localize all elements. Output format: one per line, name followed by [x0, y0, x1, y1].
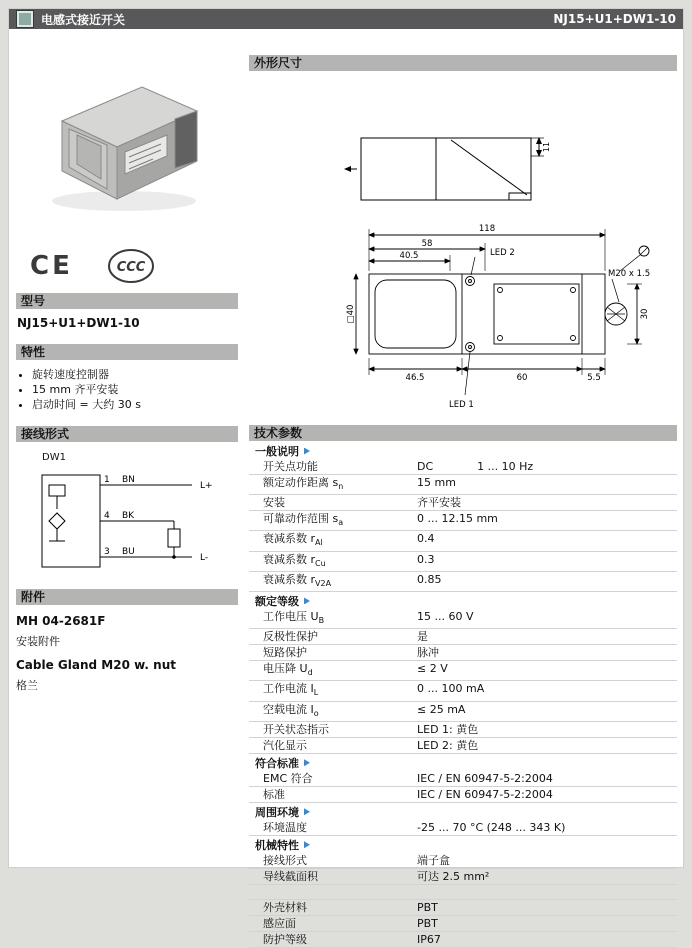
- dim-118-label: 118: [478, 224, 496, 234]
- tech-row: [249, 916, 677, 932]
- dimensions-section-title: 外形尺寸: [249, 55, 677, 71]
- tech-row-label: 电压降 $U_d$: [263, 662, 313, 678]
- tech-row-label-subscript: V2A: [315, 578, 332, 588]
- tech-section-title: 技术参数: [249, 425, 677, 441]
- tech-row: [249, 645, 677, 661]
- tech-group-header: [249, 803, 677, 820]
- accessory-description: 格兰: [16, 679, 38, 692]
- group-link-icon: [304, 759, 310, 766]
- header-category: [16, 10, 125, 28]
- features-list: [16, 367, 238, 412]
- tech-row-value: 齐平安装: [417, 496, 461, 510]
- tech-row: [249, 820, 677, 836]
- tech-row-label: 汽化显示: [263, 738, 307, 752]
- feature-item: • 15 mm 齐平安装: [32, 382, 238, 397]
- tech-row: [249, 702, 677, 722]
- tech-row-label: 工作电流 $I_L$: [263, 682, 319, 698]
- features-section-title: 特性: [16, 344, 238, 360]
- tech-row: [249, 661, 677, 681]
- tech-row: [249, 681, 677, 701]
- tech-row-label: 可靠动作范围 $s_a$: [263, 512, 344, 528]
- tech-row: [249, 853, 677, 869]
- tech-row-value: 0 ... 100 mA: [417, 682, 485, 696]
- connection-section-title: 接线形式: [16, 426, 238, 442]
- group-link-icon: [304, 808, 310, 815]
- tech-row: [249, 722, 677, 738]
- tech-row: [249, 459, 677, 475]
- tech-row-label: 外壳材料: [263, 900, 307, 914]
- header-bar: [9, 9, 683, 29]
- tech-group-title: 额定等级: [255, 594, 299, 608]
- tech-row-label: 工作电压 $U_B$: [263, 609, 325, 626]
- tech-group-header: [249, 754, 677, 771]
- tech-row-value: DC 1 ... 10 Hz: [417, 460, 534, 473]
- accessories-list: [16, 614, 238, 693]
- tech-row: [249, 552, 677, 572]
- wiring-diagram-image: [34, 465, 234, 577]
- tech-row-label: 环境温度: [263, 820, 307, 834]
- tech-group-header: [249, 836, 677, 853]
- dim-11-label: 11: [542, 141, 551, 153]
- dim-60-label: 60: [516, 373, 528, 383]
- dim-405-label: 40.5: [399, 251, 419, 261]
- accessory-name: Cable Gland M20 w. nut: [16, 658, 176, 672]
- wiring-pin1-code: BN: [122, 475, 135, 485]
- dim-square40-label: □40: [346, 304, 356, 324]
- tech-row-label: 衰减系数 $r_{Cu}$: [263, 552, 326, 568]
- wiring-pin3-net: L-: [200, 553, 209, 563]
- tech-row-value: IEC / EN 60947-5-2:2004: [417, 787, 553, 801]
- dim-465-label: 46.5: [405, 373, 425, 383]
- wiring-pin3-code: BU: [122, 547, 135, 557]
- tech-row-label: 反极性保护: [263, 630, 318, 644]
- tech-row-label: 导线截面积: [263, 869, 318, 883]
- tech-row-value: 0.85: [417, 572, 442, 586]
- tech-row-label-subscript: Cu: [315, 558, 326, 568]
- tech-row-value: LED 1: 黄色: [417, 722, 479, 736]
- tech-row-label-subscript: o: [313, 708, 319, 718]
- tech-row-value2: 1 ... 10 Hz: [477, 460, 534, 473]
- tech-row-value: ≤ 25 mA: [417, 702, 466, 716]
- tech-row-label: 短路保护: [263, 646, 307, 660]
- tech-row: [249, 787, 677, 803]
- ccc-text: CCC: [116, 260, 146, 275]
- tech-row-value: IEC / EN 60947-5-2:2004: [417, 771, 553, 785]
- tech-group-header: [249, 592, 677, 609]
- tech-row-value: 0.4: [417, 532, 435, 546]
- tech-row-value: 15 mm: [417, 476, 456, 489]
- tech-row-label: 安装: [263, 496, 285, 510]
- model-section-title: 型号: [16, 293, 238, 309]
- tech-row-label: 空载电流 $I_o$: [263, 702, 319, 718]
- tech-row-value: 15 ... 60 V: [417, 609, 474, 623]
- ce-mark: CE: [30, 251, 73, 281]
- tech-row-label: 接线形式: [263, 853, 307, 867]
- wiring-pin2-num: 4: [104, 511, 110, 521]
- tech-row-label: 额定动作距离 $s_n$: [263, 476, 344, 492]
- tech-row-value: LED 2: 黄色: [417, 738, 479, 752]
- tech-row: [249, 738, 677, 754]
- tech-row-label: 开关状态指示: [263, 722, 329, 736]
- tech-row-label: 防护等级: [263, 932, 307, 946]
- dimension-top-view: [341, 123, 556, 218]
- ccc-mark: [107, 247, 155, 285]
- model-value: NJ15+U1+DW1-10: [17, 316, 140, 330]
- tech-row-value: -25 ... 70 °C (248 ... 343 K): [417, 820, 566, 834]
- led2-label: LED 2: [490, 248, 515, 258]
- tech-row: [249, 531, 677, 551]
- tech-group-header: [249, 442, 677, 459]
- tech-row: [249, 609, 677, 629]
- dim-58-label: 58: [421, 239, 433, 249]
- tech-row: [249, 495, 677, 511]
- tech-row-value: 端子盒: [417, 853, 450, 867]
- tech-row-value: PBT: [417, 916, 438, 930]
- certification-marks: [16, 239, 238, 293]
- left-column: [16, 39, 238, 693]
- tech-row: [249, 511, 677, 531]
- tech-row-label-subscript: d: [307, 668, 313, 678]
- accessory-description: 安装附件: [16, 635, 60, 648]
- tech-group-title: 一般说明: [255, 445, 299, 458]
- tech-row-label: EMC 符合: [263, 771, 313, 785]
- tech-row-label: 衰减系数 $r_{V2A}$: [263, 572, 332, 588]
- product-photo: [16, 39, 238, 239]
- category-title: 电感式接近开关: [41, 12, 126, 27]
- group-link-icon: [304, 448, 310, 455]
- product-category-icon: [16, 10, 34, 28]
- feature-item: • 旋转速度控制器: [32, 367, 238, 382]
- group-link-icon: [304, 597, 310, 604]
- accessory-name: MH 04-2681F: [16, 614, 106, 628]
- tech-row: [249, 629, 677, 645]
- wiring-pin2-code: BK: [122, 511, 135, 521]
- tech-row-label-subscript: B: [318, 616, 325, 626]
- tech-row-value: PBT: [417, 900, 438, 914]
- tech-row-value: ≤ 2 V: [417, 662, 448, 676]
- tech-group-title: 符合标准: [255, 756, 299, 770]
- wiring-pin3-num: 3: [104, 547, 110, 557]
- tech-row-value: 可达 2.5 mm²: [417, 869, 490, 883]
- tech-row-value: 0.3: [417, 552, 435, 566]
- tech-row: [249, 572, 677, 592]
- tech-row-value: 脉冲: [417, 646, 439, 660]
- tech-group-title: 周围环境: [255, 805, 299, 819]
- tech-row-label: 标准: [263, 787, 285, 801]
- dimension-front-view: [344, 219, 669, 425]
- dimension-drawing: [249, 71, 677, 425]
- model-number-header: NJ15+U1+DW1-10: [553, 12, 676, 26]
- thread-label: M20 x 1.5: [608, 269, 651, 279]
- tech-row: [249, 885, 677, 900]
- tech-row-label-subscript: n: [338, 482, 344, 492]
- tech-row-label: 衰减系数 $r_{Al}$: [263, 532, 323, 548]
- tech-row-label: 感应面: [263, 916, 296, 930]
- product-photo-image: [27, 49, 227, 229]
- tech-row: [249, 869, 677, 885]
- tech-row-value: 0 ... 12.15 mm: [417, 512, 498, 526]
- dim-55-label: 5.5: [587, 373, 601, 383]
- wiring-diagram: [16, 465, 238, 581]
- group-link-icon: [304, 841, 310, 848]
- tech-row-label-subscript: L: [313, 688, 319, 698]
- tech-row: [249, 900, 677, 916]
- tech-row: [249, 932, 677, 948]
- tech-group-title: 机械特性: [255, 838, 299, 852]
- accessories-section-title: 附件: [16, 589, 238, 605]
- connection-variant-label: DW1: [42, 452, 66, 463]
- wiring-pin1-net: L+: [200, 481, 213, 491]
- wiring-pin1-num: 1: [104, 475, 110, 485]
- tech-table: [249, 442, 677, 948]
- right-column: [249, 55, 677, 948]
- tech-row-value: 是: [417, 630, 428, 644]
- tech-row: [249, 771, 677, 787]
- tech-row-label-subscript: a: [338, 518, 344, 528]
- dim-30-label: 30: [640, 308, 650, 320]
- tech-row: [249, 475, 677, 495]
- feature-item: • 启动时间 = 大约 30 s: [32, 397, 238, 412]
- tech-row-label-subscript: Al: [315, 538, 323, 548]
- tech-row-label: 开关点功能: [263, 460, 318, 473]
- datasheet-page: [8, 8, 684, 946]
- led1-label: LED 1: [449, 400, 474, 410]
- tech-row-value: IP67: [417, 932, 441, 946]
